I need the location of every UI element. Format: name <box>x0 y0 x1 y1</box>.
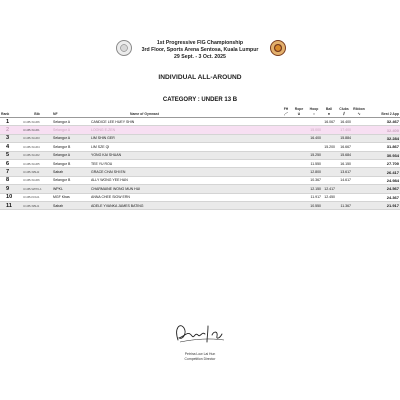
results-table <box>0 104 400 210</box>
rank-cell: 1 <box>0 118 22 126</box>
gymnast-name-cell: CANDICE LEE HUEY SHIN <box>90 118 280 126</box>
col-clubs: Clubs ⫽ <box>336 104 352 118</box>
category-label: CATEGORY : UNDER 13 B <box>162 97 238 103</box>
bib-cell: U13B-SGR6 <box>22 118 52 126</box>
hoop-score-cell: 10.550 <box>306 201 322 209</box>
col-name: Name of Gymnast <box>90 104 280 118</box>
nf-cell: WPKL <box>52 185 90 193</box>
gymnast-name-cell: LIM SZE QI <box>90 143 280 151</box>
clubs-score-cell: 17.400 <box>336 126 352 134</box>
clubs-score-cell: 16.150 <box>336 159 352 167</box>
col-nf: NF <box>52 104 90 118</box>
ball-score-cell: 16.067 <box>322 118 336 126</box>
table-header-row <box>0 104 400 118</box>
clubs-score-cell: 11.367 <box>336 201 352 209</box>
ribbon-score-cell <box>352 118 366 126</box>
clubs-icon: ⫽ <box>343 111 345 116</box>
table-row <box>0 193 400 201</box>
best-score-cell: 32.400 <box>366 126 400 134</box>
col-rank: Rank <box>0 104 22 118</box>
clubs-score-cell: 16.667 <box>336 143 352 151</box>
championship-title: 1st Progressive FIG Championship <box>156 40 244 46</box>
col-ball: Ball ● <box>322 104 336 118</box>
table-row <box>0 134 400 142</box>
best-score-cell: 24.367 <box>366 193 400 201</box>
table-row <box>0 118 400 126</box>
bib-cell: U13B-WPKL1 <box>22 185 52 193</box>
rank-cell: 5 <box>0 151 22 159</box>
rank-cell: 8 <box>0 176 22 184</box>
hoop-score-cell: 11.917 <box>306 193 322 201</box>
rank-cell: 9 <box>0 185 22 193</box>
nf-cell: Selangor A <box>52 134 90 142</box>
fh-score-cell <box>280 143 292 151</box>
nf-cell: Selangor A <box>52 118 90 126</box>
gymnast-name-cell: ADELE YVANKA JAMES BATING <box>90 201 280 209</box>
best-score-cell: 24.567 <box>366 185 400 193</box>
bib-cell: U13B-SGR6 <box>22 176 52 184</box>
rope-score-cell <box>292 201 306 209</box>
col-rope: Rope ∪ <box>292 104 306 118</box>
ribbon-score-cell <box>352 151 366 159</box>
nf-cell: Sabah <box>52 201 90 209</box>
ribbon-score-cell <box>352 168 366 176</box>
rank-cell: 10 <box>0 193 22 201</box>
bib-cell: U13B-SGR4 <box>22 143 52 151</box>
rope-score-cell <box>292 134 306 142</box>
bib-cell: U13B-KDH1 <box>22 193 52 201</box>
fh-score-cell <box>280 151 292 159</box>
clubs-score-cell: 13.617 <box>336 168 352 176</box>
clubs-score-cell: 15.684 <box>336 151 352 159</box>
gymnast-name-cell: TEE YU ROU <box>90 159 280 167</box>
bib-cell: U13B-SBH2 <box>22 168 52 176</box>
ribbon-score-cell <box>352 185 366 193</box>
ribbon-score-cell <box>352 193 366 201</box>
fh-score-cell <box>280 118 292 126</box>
ball-score-cell: 12.450 <box>322 193 336 201</box>
table-row <box>0 151 400 159</box>
ball-score-cell <box>322 134 336 142</box>
rank-cell: 7 <box>0 168 22 176</box>
rank-cell: 4 <box>0 143 22 151</box>
fh-score-cell <box>280 134 292 142</box>
ball-score-cell <box>322 126 336 134</box>
ball-score-cell <box>322 159 336 167</box>
hoop-score-cell: 12.800 <box>306 168 322 176</box>
clubs-score-cell: 14.617 <box>336 176 352 184</box>
hoop-score-cell: 15.000 <box>306 126 322 134</box>
bib-cell: U13B-SGR3 <box>22 134 52 142</box>
ribbon-score-cell <box>352 126 366 134</box>
hoop-icon: ○ <box>312 111 316 116</box>
gymnast-name-cell: GRACE CHAI SHI EN <box>90 168 280 176</box>
ball-score-cell <box>322 168 336 176</box>
rank-cell: 3 <box>0 134 22 142</box>
date-range: 29 Sept. - 3 Oct. 2025 <box>174 54 226 60</box>
clubs-score-cell <box>336 193 352 201</box>
nf-cell: Selangor B <box>52 176 90 184</box>
rank-cell: 2 <box>0 126 22 134</box>
best-score-cell: 30.934 <box>366 151 400 159</box>
ribbon-score-cell <box>352 143 366 151</box>
rope-score-cell <box>292 118 306 126</box>
hoop-score-cell <box>306 118 322 126</box>
hoop-score-cell: 11.550 <box>306 159 322 167</box>
signature-image <box>150 318 250 348</box>
rope-score-cell <box>292 143 306 151</box>
ball-score-cell: 12.417 <box>322 185 336 193</box>
fh-score-cell <box>280 176 292 184</box>
clubs-score-cell: 15.884 <box>336 134 352 142</box>
col-bib: Bib <box>22 104 52 118</box>
bib-cell: U13B-SBH1 <box>22 201 52 209</box>
gymnast-name-cell: CHARMAINE WONG MUN HUI <box>90 185 280 193</box>
gymnast-name-cell: YONG KAI SHUAN <box>90 151 280 159</box>
nf-cell: Selangor A <box>52 151 90 159</box>
best-score-cell: 21.917 <box>366 201 400 209</box>
ribbon-icon: ∿ <box>357 111 361 116</box>
clubs-score-cell <box>336 185 352 193</box>
col-ribbon: Ribbon ∿ <box>352 104 366 118</box>
nf-cell: Sabah <box>52 168 90 176</box>
rope-score-cell <box>292 168 306 176</box>
fh-score-cell <box>280 168 292 176</box>
table-row <box>0 159 400 167</box>
event-title: INDIVIDUAL ALL-AROUND <box>158 74 242 81</box>
ribbon-score-cell <box>352 201 366 209</box>
table-row <box>0 185 400 193</box>
rope-score-cell <box>292 151 306 159</box>
footprints-icon: ⋰ <box>284 111 288 116</box>
ball-score-cell: 15.200 <box>322 143 336 151</box>
nf-cell: Selangor B <box>52 143 90 151</box>
best-score-cell: 27.700 <box>366 159 400 167</box>
best-score-cell: 32.284 <box>366 134 400 142</box>
rank-cell: 11 <box>0 201 22 209</box>
fh-score-cell <box>280 185 292 193</box>
hoop-score-cell <box>306 143 322 151</box>
table-row <box>0 168 400 176</box>
table-row <box>0 201 400 209</box>
table-row <box>0 126 400 134</box>
rope-score-cell <box>292 193 306 201</box>
fh-score-cell <box>280 201 292 209</box>
hoop-score-cell: 15.250 <box>306 151 322 159</box>
rope-score-cell <box>292 159 306 167</box>
best-score-cell: 26.417 <box>366 168 400 176</box>
bib-cell: U13B-SGR5 <box>22 159 52 167</box>
ball-icon: ● <box>327 111 331 116</box>
clubs-score-cell: 16.400 <box>336 118 352 126</box>
hoop-score-cell: 10.367 <box>306 176 322 184</box>
col-hoop: Hoop ○ <box>306 104 322 118</box>
rope-score-cell <box>292 176 306 184</box>
ribbon-score-cell <box>352 176 366 184</box>
best-score-cell: 24.984 <box>366 176 400 184</box>
best-score-cell: 32.467 <box>366 118 400 126</box>
col-fh: FH ⋰ <box>280 104 292 118</box>
hoop-score-cell: 12.150 <box>306 185 322 193</box>
signatory-role: Competition Director <box>184 357 216 361</box>
bib-cell: U13B-SGR1 <box>22 126 52 134</box>
gymnast-name-cell: LOONG E-ZEN <box>90 126 280 134</box>
ribbon-score-cell <box>352 159 366 167</box>
col-best: Best 2 App <box>366 104 400 118</box>
hoop-score-cell: 16.400 <box>306 134 322 142</box>
table-row <box>0 143 400 151</box>
signatory-name: Petrina Low Lai Hun <box>184 352 216 356</box>
nf-cell: MGF Kbas <box>52 193 90 201</box>
nf-cell: Selangor A <box>52 126 90 134</box>
ball-score-cell <box>322 151 336 159</box>
bib-cell: U13B-SGR2 <box>22 151 52 159</box>
ribbon-score-cell <box>352 134 366 142</box>
ball-score-cell <box>322 176 336 184</box>
gymnast-name-cell: ALLY WONG YEE HAN <box>90 176 280 184</box>
fh-score-cell <box>280 126 292 134</box>
rope-score-cell <box>292 126 306 134</box>
table-row <box>0 176 400 184</box>
ball-score-cell <box>322 201 336 209</box>
best-score-cell: 31.867 <box>366 143 400 151</box>
rope-score-cell <box>292 185 306 193</box>
gymnast-name-cell: ANNA CHEE SIOW ERN <box>90 193 280 201</box>
rope-icon: ∪ <box>297 111 301 116</box>
nf-cell: Selangor B <box>52 159 90 167</box>
venue-text: 3rd Floor, Sports Arena Sentosa, Kuala Lumpur <box>141 47 259 53</box>
fh-score-cell <box>280 193 292 201</box>
gymnast-name-cell: LIM SHIN GER <box>90 134 280 142</box>
rank-cell: 6 <box>0 159 22 167</box>
fh-score-cell <box>280 159 292 167</box>
